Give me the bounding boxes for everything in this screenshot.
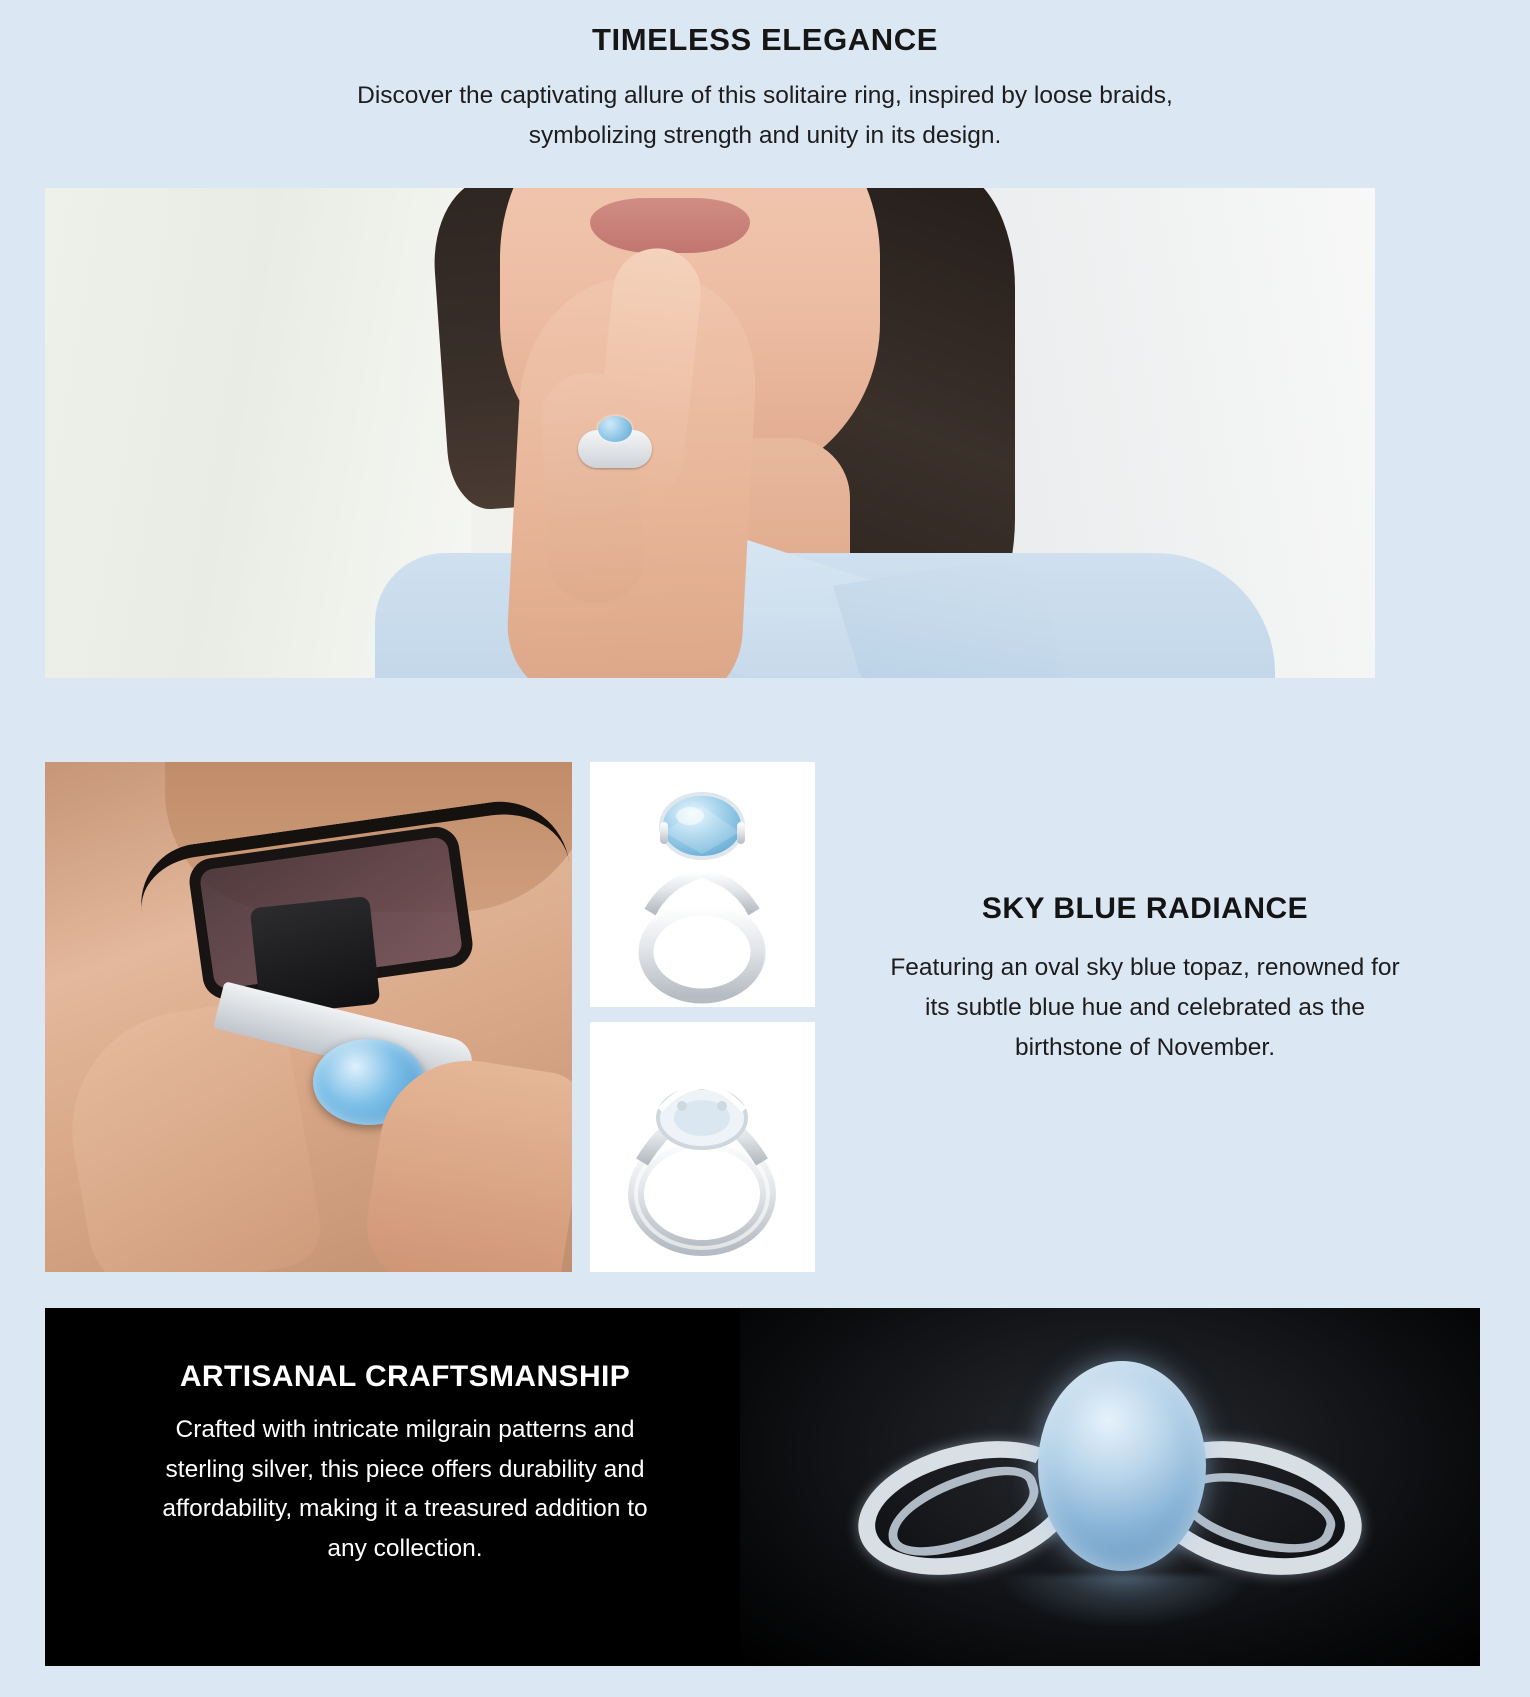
model-middle-finger	[539, 371, 646, 606]
model-lips	[590, 198, 750, 253]
middle-title: SKY BLUE RADIANCE	[981, 892, 1309, 925]
craftsmanship-text-line-1: Crafted with intricate milgrain patterns and	[175, 1416, 635, 1443]
hero-header	[0, 0, 1530, 155]
hero-lifestyle-image	[45, 188, 1375, 678]
worn-ring	[572, 410, 658, 472]
ring-surface-reflection	[1000, 1575, 1250, 1627]
craftsmanship-banner	[45, 1308, 1480, 1666]
ring-side-illustration	[590, 1022, 815, 1272]
middle-text-line-1: Featuring an oval sky blue topaz, renowned for	[890, 954, 1400, 981]
middle-text-line-2: its subtle blue hue and celebrated as the	[925, 993, 1365, 1021]
worn-ring-gemstone	[598, 416, 632, 442]
ring-front-view-image	[590, 762, 815, 1007]
gemstone-inspection-image	[45, 762, 572, 1272]
craftsmanship-copy-block	[85, 1360, 725, 1569]
hero-subtitle-line-2: symbolizing strength and unity in its design.	[528, 121, 1002, 149]
craftsmanship-text-line-3: affordability, making it a treasured addition to	[162, 1495, 648, 1523]
middle-copy-block	[815, 892, 1475, 1068]
page-title: TIMELESS ELEGANCE	[591, 22, 939, 57]
craftsmanship-title: ARTISANAL CRAFTSMANSHIP	[179, 1360, 631, 1393]
ring-front-illustration	[590, 762, 815, 1007]
ring-side-view-image	[590, 1022, 815, 1272]
hero-subtitle-line-1: Discover the captivating allure of this solitaire ring, inspired by loose braids,	[357, 82, 1173, 109]
ring-closeup-image	[740, 1308, 1480, 1666]
ring-center-topaz	[1038, 1361, 1206, 1571]
craftsmanship-text-line-2: sterling silver, this piece offers durability and	[165, 1455, 645, 1483]
middle-section	[0, 762, 1530, 1272]
craftsmanship-text-line-4: any collection.	[327, 1535, 483, 1563]
middle-text-line-3: birthstone of November.	[1014, 1033, 1276, 1061]
ring-closeup-illustration	[850, 1349, 1370, 1649]
